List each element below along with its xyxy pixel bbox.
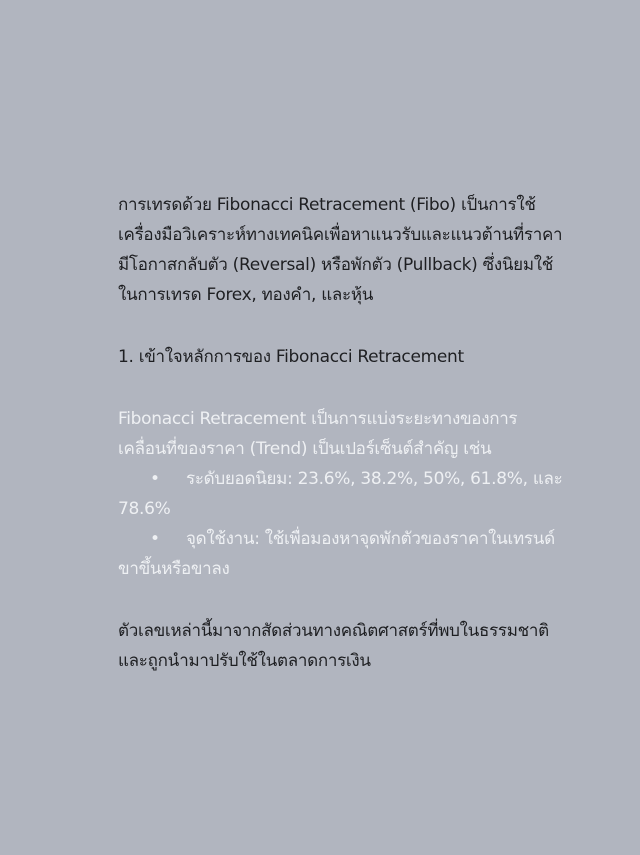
intro-line: การเทรดด้วย Fibonacci Retracement (Fibo) เป็นการใช้ [118, 195, 536, 215]
closing-line: ตัวเลขเหล่านี้มาจากสัดส่วนทางคณิตศาสตร์ที่พบในธรรมชาติ [118, 621, 549, 641]
bullet-item [118, 524, 555, 554]
bullet-continuation: 78.6% [118, 499, 171, 519]
bullet-icon: • [150, 529, 160, 549]
bullet-icon: • [150, 469, 160, 489]
intro-line: เครื่องมือวิเคราะห์ทางเทคนิคเพื่อหาแนวรับและแนวต้านที่ราคา [118, 225, 563, 245]
intro-paragraph [118, 190, 563, 310]
closing-line: และถูกนำมาปรับใช้ในตลาดการเงิน [118, 651, 371, 671]
description-line: Fibonacci Retracement เป็นการแบ่งระยะทางของการ [118, 409, 518, 429]
bullet-continuation: ขาขึ้นหรือขาลง [118, 559, 230, 579]
bullet-text: จุดใช้งาน: ใช้เพื่อมองหาจุดพักตัวของราคาในเทรนด์ [186, 529, 555, 549]
spacer [118, 584, 538, 616]
closing-paragraph [118, 616, 549, 676]
intro-line: มีโอกาสกลับตัว (Reversal) หรือพักตัว (Pullback) ซึ่งนิยมใช้ [118, 255, 553, 275]
intro-line: ในการเทรด Forex, ทองคำ, และหุ้น [118, 285, 374, 305]
article-body [118, 190, 563, 676]
description-line: เคลื่อนที่ของราคา (Trend) เป็นเปอร์เซ็นต์สำคัญ เช่น [118, 439, 492, 459]
spacer [118, 372, 538, 404]
section-heading: 1. เข้าใจหลักการของ Fibonacci Retracement [118, 347, 464, 367]
spacer [118, 310, 538, 342]
bullet-item [118, 464, 563, 494]
bullet-text: ระดับยอดนิยม: 23.6%, 38.2%, 50%, 61.8%, และ [186, 469, 563, 489]
section-description [118, 404, 563, 584]
